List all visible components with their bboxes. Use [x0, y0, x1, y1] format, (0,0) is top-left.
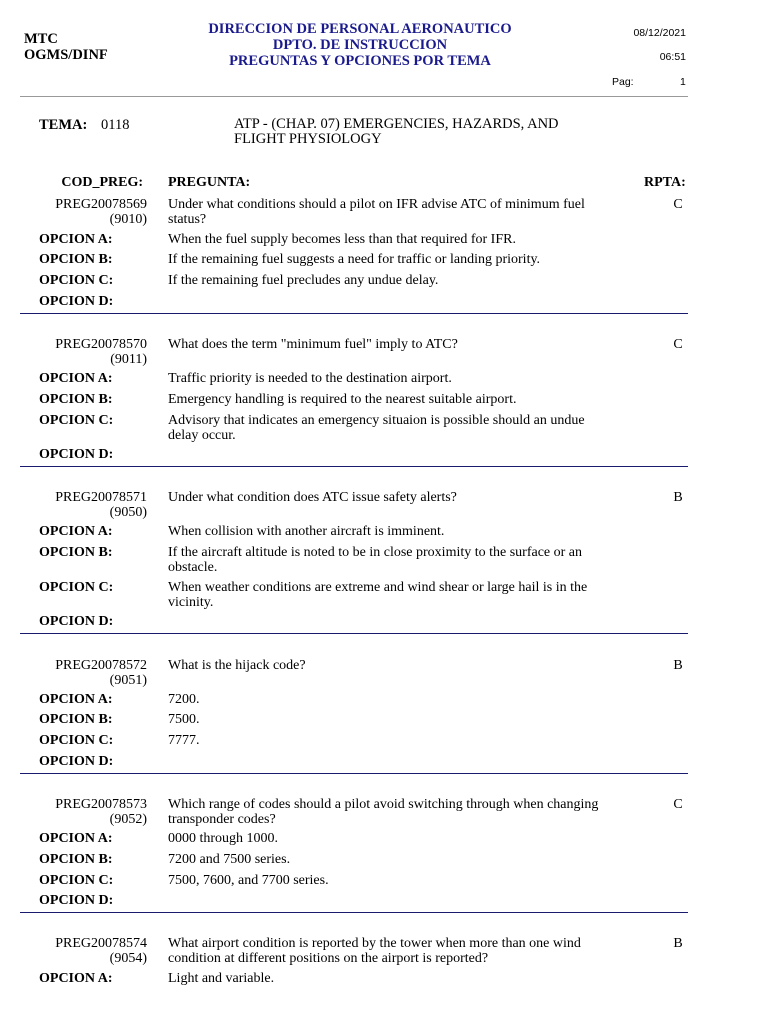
- option-a-text: Light and variable.: [168, 971, 275, 986]
- option-a-text: Traffic priority is needed to the destination airport.: [168, 371, 452, 386]
- option-b-label: OPCION B:: [39, 252, 113, 267]
- option-b-label: OPCION B:: [39, 852, 113, 867]
- question-text: What is the hijack code?: [168, 658, 306, 673]
- option-b-text: Emergency handling is required to the nearest suitable airport.: [168, 392, 517, 407]
- question-answer: C: [673, 197, 683, 212]
- title-line-1: DIRECCION DE PERSONAL AERONAUTICO: [208, 21, 512, 37]
- option-a-text: 0000 through 1000.: [168, 831, 279, 846]
- option-b-label: OPCION B:: [39, 545, 113, 560]
- question-answer: B: [673, 658, 683, 673]
- option-a-label: OPCION A:: [39, 371, 113, 386]
- question-answer: C: [673, 337, 683, 352]
- question-code: [30, 658, 147, 688]
- question-code: [30, 936, 147, 966]
- question-code-main: PREG20078571: [55, 490, 147, 505]
- title-line-2: DPTO. DE INSTRUCCION: [272, 37, 448, 53]
- title-line-3: PREGUNTAS Y OPCIONES POR TEMA: [229, 53, 491, 69]
- option-d-label: OPCION D:: [39, 754, 114, 769]
- question-code: [30, 197, 147, 227]
- option-b-text: If the aircraft altitude is noted to be in close proximity to the surface or an obstacle.: [168, 545, 583, 575]
- tema-label: TEMA:: [39, 117, 88, 133]
- option-c-text: If the remaining fuel precludes any undue delay.: [168, 273, 439, 288]
- org-line-2: OGMS/DINF: [24, 47, 108, 63]
- option-b-text: If the remaining fuel suggests a need for traffic or landing priority.: [168, 252, 541, 267]
- question-code-main: PREG20078573: [55, 797, 147, 812]
- option-a-label: OPCION A:: [39, 831, 113, 846]
- question-code: [30, 337, 147, 367]
- question-subcode: (9054): [109, 951, 147, 966]
- column-header-code: COD_PREG:: [61, 175, 143, 190]
- option-d-label: OPCION D:: [39, 447, 114, 462]
- question-divider: [20, 773, 688, 774]
- option-a-label: OPCION A:: [39, 524, 113, 539]
- option-a-label: OPCION A:: [39, 692, 113, 707]
- report-date: 08/12/2021: [633, 27, 686, 39]
- option-c-text: 7500, 7600, and 7700 series.: [168, 873, 329, 888]
- option-a-text: When the fuel supply becomes less than that required for IFR.: [168, 232, 516, 247]
- option-c-label: OPCION C:: [39, 580, 114, 595]
- option-a-label: OPCION A:: [39, 971, 113, 986]
- question-divider: [20, 313, 688, 314]
- page-label: Pag:: [612, 76, 634, 88]
- question-subcode: (9051): [109, 673, 147, 688]
- option-c-text: 7777.: [168, 733, 200, 748]
- option-b-text: 7200 and 7500 series.: [168, 852, 291, 867]
- question-code: [30, 797, 147, 827]
- option-c-label: OPCION C:: [39, 733, 114, 748]
- question-text: Which range of codes should a pilot avoid switching through when changing transponder codes?: [168, 797, 599, 827]
- option-a-text: When collision with another aircraft is imminent.: [168, 524, 445, 539]
- question-code-main: PREG20078569: [55, 197, 147, 212]
- question-code-main: PREG20078572: [55, 658, 147, 673]
- question-answer: B: [673, 490, 683, 505]
- question-answer: C: [673, 797, 683, 812]
- question-subcode: (9050): [109, 505, 147, 520]
- column-header-answer: RPTA:: [644, 175, 686, 190]
- option-c-text: Advisory that indicates an emergency situaion is possible should an undue delay occur.: [168, 413, 585, 443]
- option-d-label: OPCION D:: [39, 893, 114, 908]
- option-b-text: 7500.: [168, 712, 200, 727]
- option-c-text: When weather conditions are extreme and wind shear or large hail is in the vicinity.: [168, 580, 588, 610]
- tema-code: 0118: [101, 117, 130, 133]
- question-text: Under what conditions should a pilot on IFR advise ATC of minimum fuel status?: [168, 197, 585, 227]
- tema-name: ATP - (CHAP. 07) EMERGENCIES, HAZARDS, AND FLIGHT PHYSIOLOGY: [234, 116, 559, 147]
- question-subcode: (9052): [109, 812, 147, 827]
- question-subcode: (9010): [109, 212, 147, 227]
- option-a-label: OPCION A:: [39, 232, 113, 247]
- header-divider: [20, 96, 688, 97]
- page-number: 1: [680, 76, 686, 88]
- option-c-label: OPCION C:: [39, 413, 114, 428]
- question-code-main: PREG20078574: [55, 936, 147, 951]
- option-c-label: OPCION C:: [39, 273, 114, 288]
- organization-code: [24, 31, 108, 63]
- option-b-label: OPCION B:: [39, 712, 113, 727]
- question-answer: B: [673, 936, 683, 951]
- report-title: [160, 21, 560, 69]
- option-b-label: OPCION B:: [39, 392, 113, 407]
- option-a-text: 7200.: [168, 692, 200, 707]
- question-text: What does the term "minimum fuel" imply to ATC?: [168, 337, 458, 352]
- report-time: 06:51: [659, 51, 686, 63]
- option-c-label: OPCION C:: [39, 873, 114, 888]
- question-divider: [20, 633, 688, 634]
- question-divider: [20, 912, 688, 913]
- column-header-question: PREGUNTA:: [168, 175, 251, 190]
- question-text: Under what condition does ATC issue safety alerts?: [168, 490, 457, 505]
- question-code: [30, 490, 147, 520]
- option-d-label: OPCION D:: [39, 614, 114, 629]
- question-subcode: (9011): [110, 352, 147, 367]
- question-code-main: PREG20078570: [55, 337, 147, 352]
- org-line-1: MTC: [24, 31, 58, 47]
- question-divider: [20, 466, 688, 467]
- question-text: What airport condition is reported by the tower when more than one wind condition at different positions on the airport is reported?: [168, 936, 581, 966]
- option-d-label: OPCION D:: [39, 294, 114, 309]
